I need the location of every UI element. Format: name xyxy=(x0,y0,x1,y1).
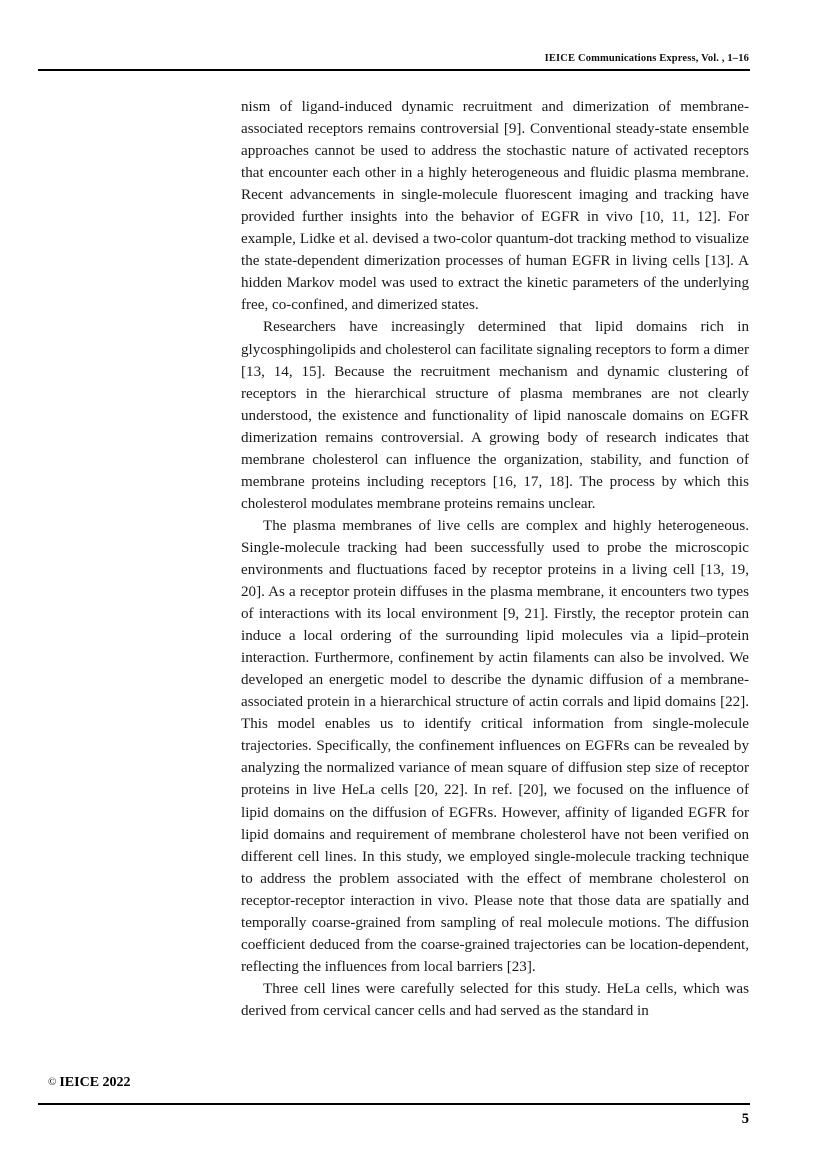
footer-rule xyxy=(38,1103,750,1105)
paragraph-lipid-domains: Researchers have increasingly determined that lipid domains rich in glycosphingolipids and cholesterol can facilitate signaling receptors to form a dimer [13, 14, 15]. Because the recruitment mechanism and dynamic clustering of receptors in the hierarchical structure of plasma membranes are not clearly understood, the existence and functionality of lipid nanoscale domains on EGFR dimerization remains controversial. A growing body of research indicates that membrane cholesterol can influence the organization, stability, and function of membrane proteins including receptors [16, 17, 18]. The process by which this cholesterol modulates membrane proteins remains unclear. xyxy=(241,319,750,512)
page-number: 5 xyxy=(741,1110,749,1127)
copyright-icon: © xyxy=(48,1076,57,1088)
body-text-column xyxy=(241,96,749,1022)
running-head: IEICE Communications Express, Vol. , 1–16 xyxy=(544,53,749,64)
paragraph-plasma-membranes: The plasma membranes of live cells are complex and highly heterogeneous. Single-molecule tracking had been successfully used to probe the microscopic environments and fluctuations faced by receptor proteins in a living cell [13, 19, 20]. As a receptor protein diffuses in the plasma membrane, it encounters two types of interactions with its local environment [9, 21]. Firstly, the receptor protein can induce a local ordering of the surrounding lipid molecules via a lipid–protein interaction. Furthermore, confinement by actin filaments can also be involved. We developed an energetic model to describe the dynamic diffusion of a membrane-associated protein in a hierarchical structure of actin corrals and lipid domains [22]. This model enables us to identify critical information from single-molecule trajectories. Specifically, the confinement influences on EGFRs can be revealed by analyzing the normalized variance of mean square of diffusion step size of receptor proteins in live HeLa cells [20, 22]. In ref. [20], we focused on the influence of lipid domains on the diffusion of EGFRs. However, affinity of liganded EGFR for lipid domains and requirement of membrane cholesterol have not been verified on different cell lines. In this study, we employed single-molecule tracking technique to address the problem associated with the effect of membrane cholesterol on receptor-receptor interaction in vivo. Please note that those data are spatially and temporally coarse-grained from sampling of real molecule motions. The diffusion coefficient deduced from the coarse-grained trajectories can be location-dependent, reflecting the influences from local barriers [23]. xyxy=(241,517,749,975)
paragraph-continued: nism of ligand-induced dynamic recruitment and dimerization of membrane-associated receptors remains controversial [9]. Conventional steady-state ensemble approaches cannot be used to address the stochastic nature of activated receptors that encounter each other in a highly heterogeneous and fluidic plasma membrane. Recent advancements in single-molecule fluorescent imaging and tracking have provided further insights into the behavior of EGFR in vivo [10, 11, 12]. For example, Lidke et al. devised a two-color quantum-dot tracking method to visualize the state-dependent dimerization processes of human EGFR in living cells [13]. A hidden Markov model was used to extract the kinetic parameters of the underlying free, co-confined, and dimerized states. xyxy=(241,99,749,314)
page-footer xyxy=(38,1103,750,1128)
copyright-notice xyxy=(48,1073,131,1092)
paragraph-cell-lines: Three cell lines were carefully selected for this study. HeLa cells, which was derived from cervical cancer cells and had served as the standard in xyxy=(241,980,749,1019)
header-rule xyxy=(38,69,750,71)
page-header xyxy=(38,52,750,71)
copyright-label: IEICE 2022 xyxy=(59,1075,131,1090)
